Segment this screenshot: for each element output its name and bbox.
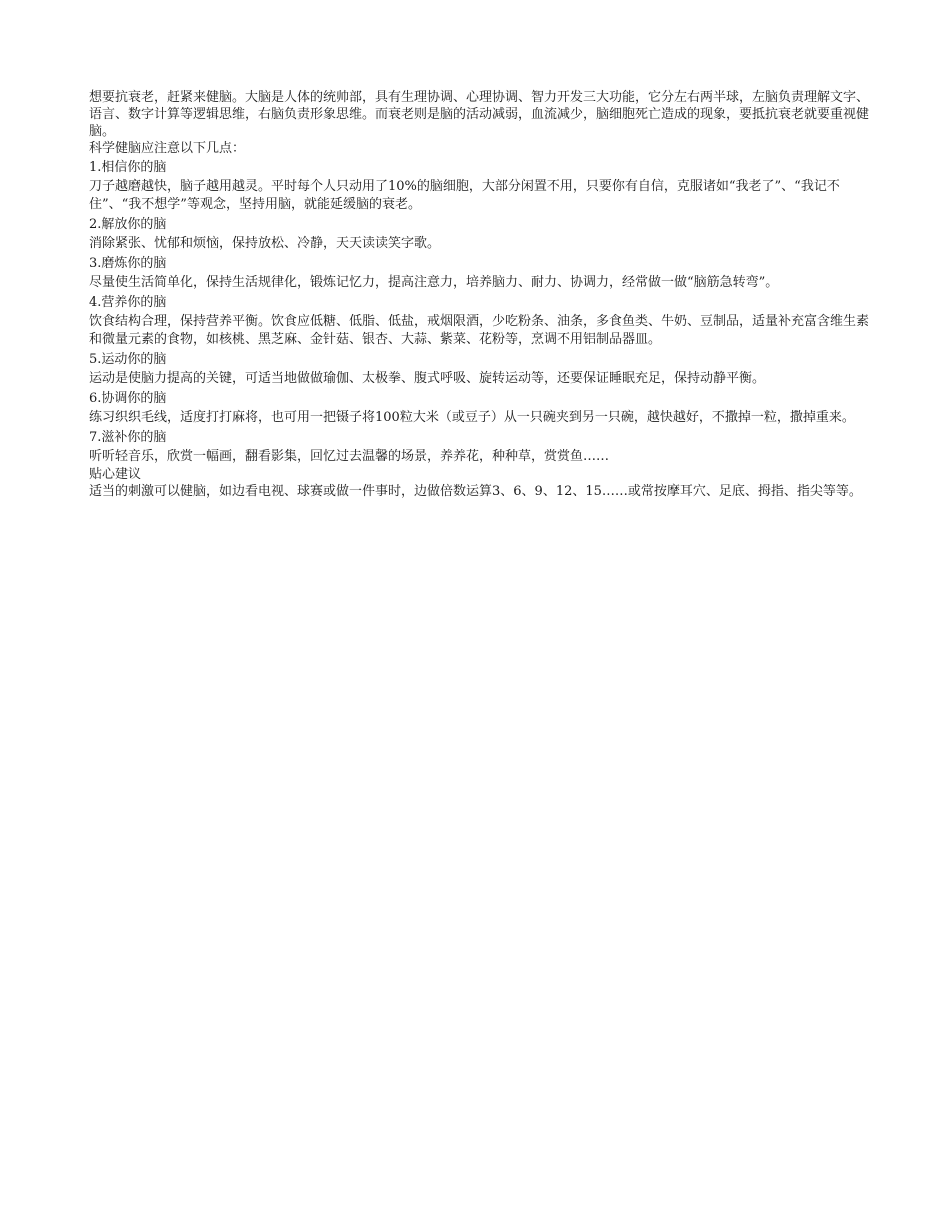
item-title-3: 3.磨炼你的脑 [89, 256, 167, 271]
tip-title: 贴心建议 [89, 467, 142, 482]
tip-body: 适当的刺激可以健脑，如边看电视、球赛或做一件事时，边做倍数运算3、6、9、12、15……或常按摩耳穴、足底、拇指、指尖等等。 [89, 484, 862, 499]
item-body-5: 运动是使脑力提高的关键，可适当地做做瑜伽、太极拳、腹式呼吸、旋转运动等，还要保证睡眠充足，保持动静平衡。 [89, 371, 766, 386]
item-title-2: 2.解放你的脑 [89, 217, 167, 232]
item-body-1: 刀子越磨越快，脑子越用越灵。平时每个人只动用了10%的脑细胞，大部分闲置不用，只要你有自信，克服诸如“我老了”、“我记不住”、“我不想学”等观念，坚持用脑，就能延缓脑的衰老。 [89, 179, 840, 212]
item-title-4: 4.营养你的脑 [89, 295, 167, 310]
item-body-7: 听听轻音乐，欣赏一幅画，翻看影集，回忆过去温馨的场景，养养花，种种草，赏赏鱼…… [89, 449, 610, 464]
item-body-2: 消除紧张、忧郁和烦恼，保持放松、冷静，天天读读笑字歌。 [89, 236, 441, 251]
item-title-1: 1.相信你的脑 [89, 160, 167, 175]
item-title-6: 6.协调你的脑 [89, 391, 167, 406]
document-page [89, 89, 869, 501]
item-title-7: 7.滋补你的脑 [89, 430, 167, 445]
intro-paragraph: 想要抗衰老，赶紧来健脑。大脑是人体的统帅部，具有生理协调、心理协调、智力开发三大功能，它分左右两半球，左脑负责理解文字、语言、数字计算等逻辑思维，右脑负责形象思维。而衰老则是脑的活动减弱，血流减少，脑细胞死亡造成的现象，要抵抗衰老就要重视健脑。 [89, 90, 870, 139]
item-body-4: 饮食结构合理，保持营养平衡。饮食应低糖、低脂、低盐，戒烟限酒，少吃粉条、油条，多食鱼类、牛奶、豆制品，适量补充富含维生素和微量元素的食物，如核桃、黑芝麻、金针菇、银杏、大蒜、紫菜、花粉等，烹调不用铝制品器皿。 [89, 314, 870, 347]
item-title-5: 5.运动你的脑 [89, 352, 167, 367]
item-body-3: 尽量使生活简单化，保持生活规律化，锻炼记忆力，提高注意力，培养脑力、耐力、协调力，经常做一做“脑筋急转弯”。 [89, 275, 779, 290]
item-body-6: 练习织织毛线，适度打打麻将，也可用一把镊子将100粒大米（或豆子）从一只碗夹到另一只碗，越快越好，不撒掉一粒，撒掉重来。 [89, 410, 855, 425]
lead-line: 科学健脑应注意以下几点： [89, 141, 246, 156]
